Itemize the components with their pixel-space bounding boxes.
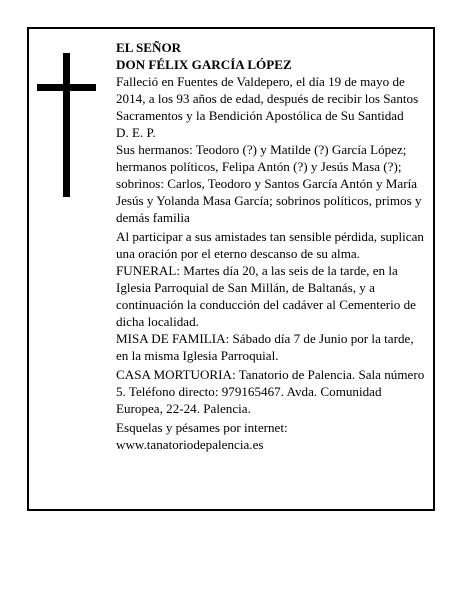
cross-icon (63, 53, 70, 197)
online-paragraph: Esquelas y pésames por internet: (116, 420, 288, 435)
cross-icon-arm (37, 84, 96, 91)
website-link[interactable]: www.tanatoriodepalencia.es (116, 437, 264, 452)
death-paragraph: Falleció en Fuentes de Valdepero, el día 19 de mayo de 2014, a los 93 años de edad, después de recibir los Santos Sacramentos y la Bendición Apostólica de Su Santidad (116, 74, 419, 123)
request-paragraph: Al participar a sus amistades tan sensible pérdida, suplican una oración por el eterno descanso de su alma. (116, 229, 424, 261)
obituary-text (116, 39, 428, 453)
deceased-name: DON FÉLIX GARCÍA LÓPEZ (116, 57, 292, 72)
dep-line: D. E. P. (116, 125, 156, 140)
mortuary-paragraph: CASA MORTUORIA: Tanatorio de Palencia. Sala número 5. Teléfono directo: 979165467. Avda. Comunidad Europea, 22-24. Palencia. (116, 367, 425, 416)
funeral-paragraph: FUNERAL: Martes día 20, a las seis de la tarde, en la Iglesia Parroquial de San Millán, de Baltanás, y a continuación la conducción del cadáver al Cementerio de dicha localidad. (116, 263, 416, 329)
header-title: EL SEÑOR (116, 40, 182, 55)
mass-paragraph: MISA DE FAMILIA: Sábado día 7 de Junio por la tarde, en la misma Iglesia Parroquial. (116, 331, 414, 363)
family-paragraph: Sus hermanos: Teodoro (?) y Matilde (?) García López; hermanos políticos, Felipa Antón (?) y Jesús Masa (?); sobrinos: Carlos, Teodoro y Santos García Antón y María Jesús y Yolanda Masa García; sobrinos políticos, primos y demás familia (116, 142, 422, 225)
